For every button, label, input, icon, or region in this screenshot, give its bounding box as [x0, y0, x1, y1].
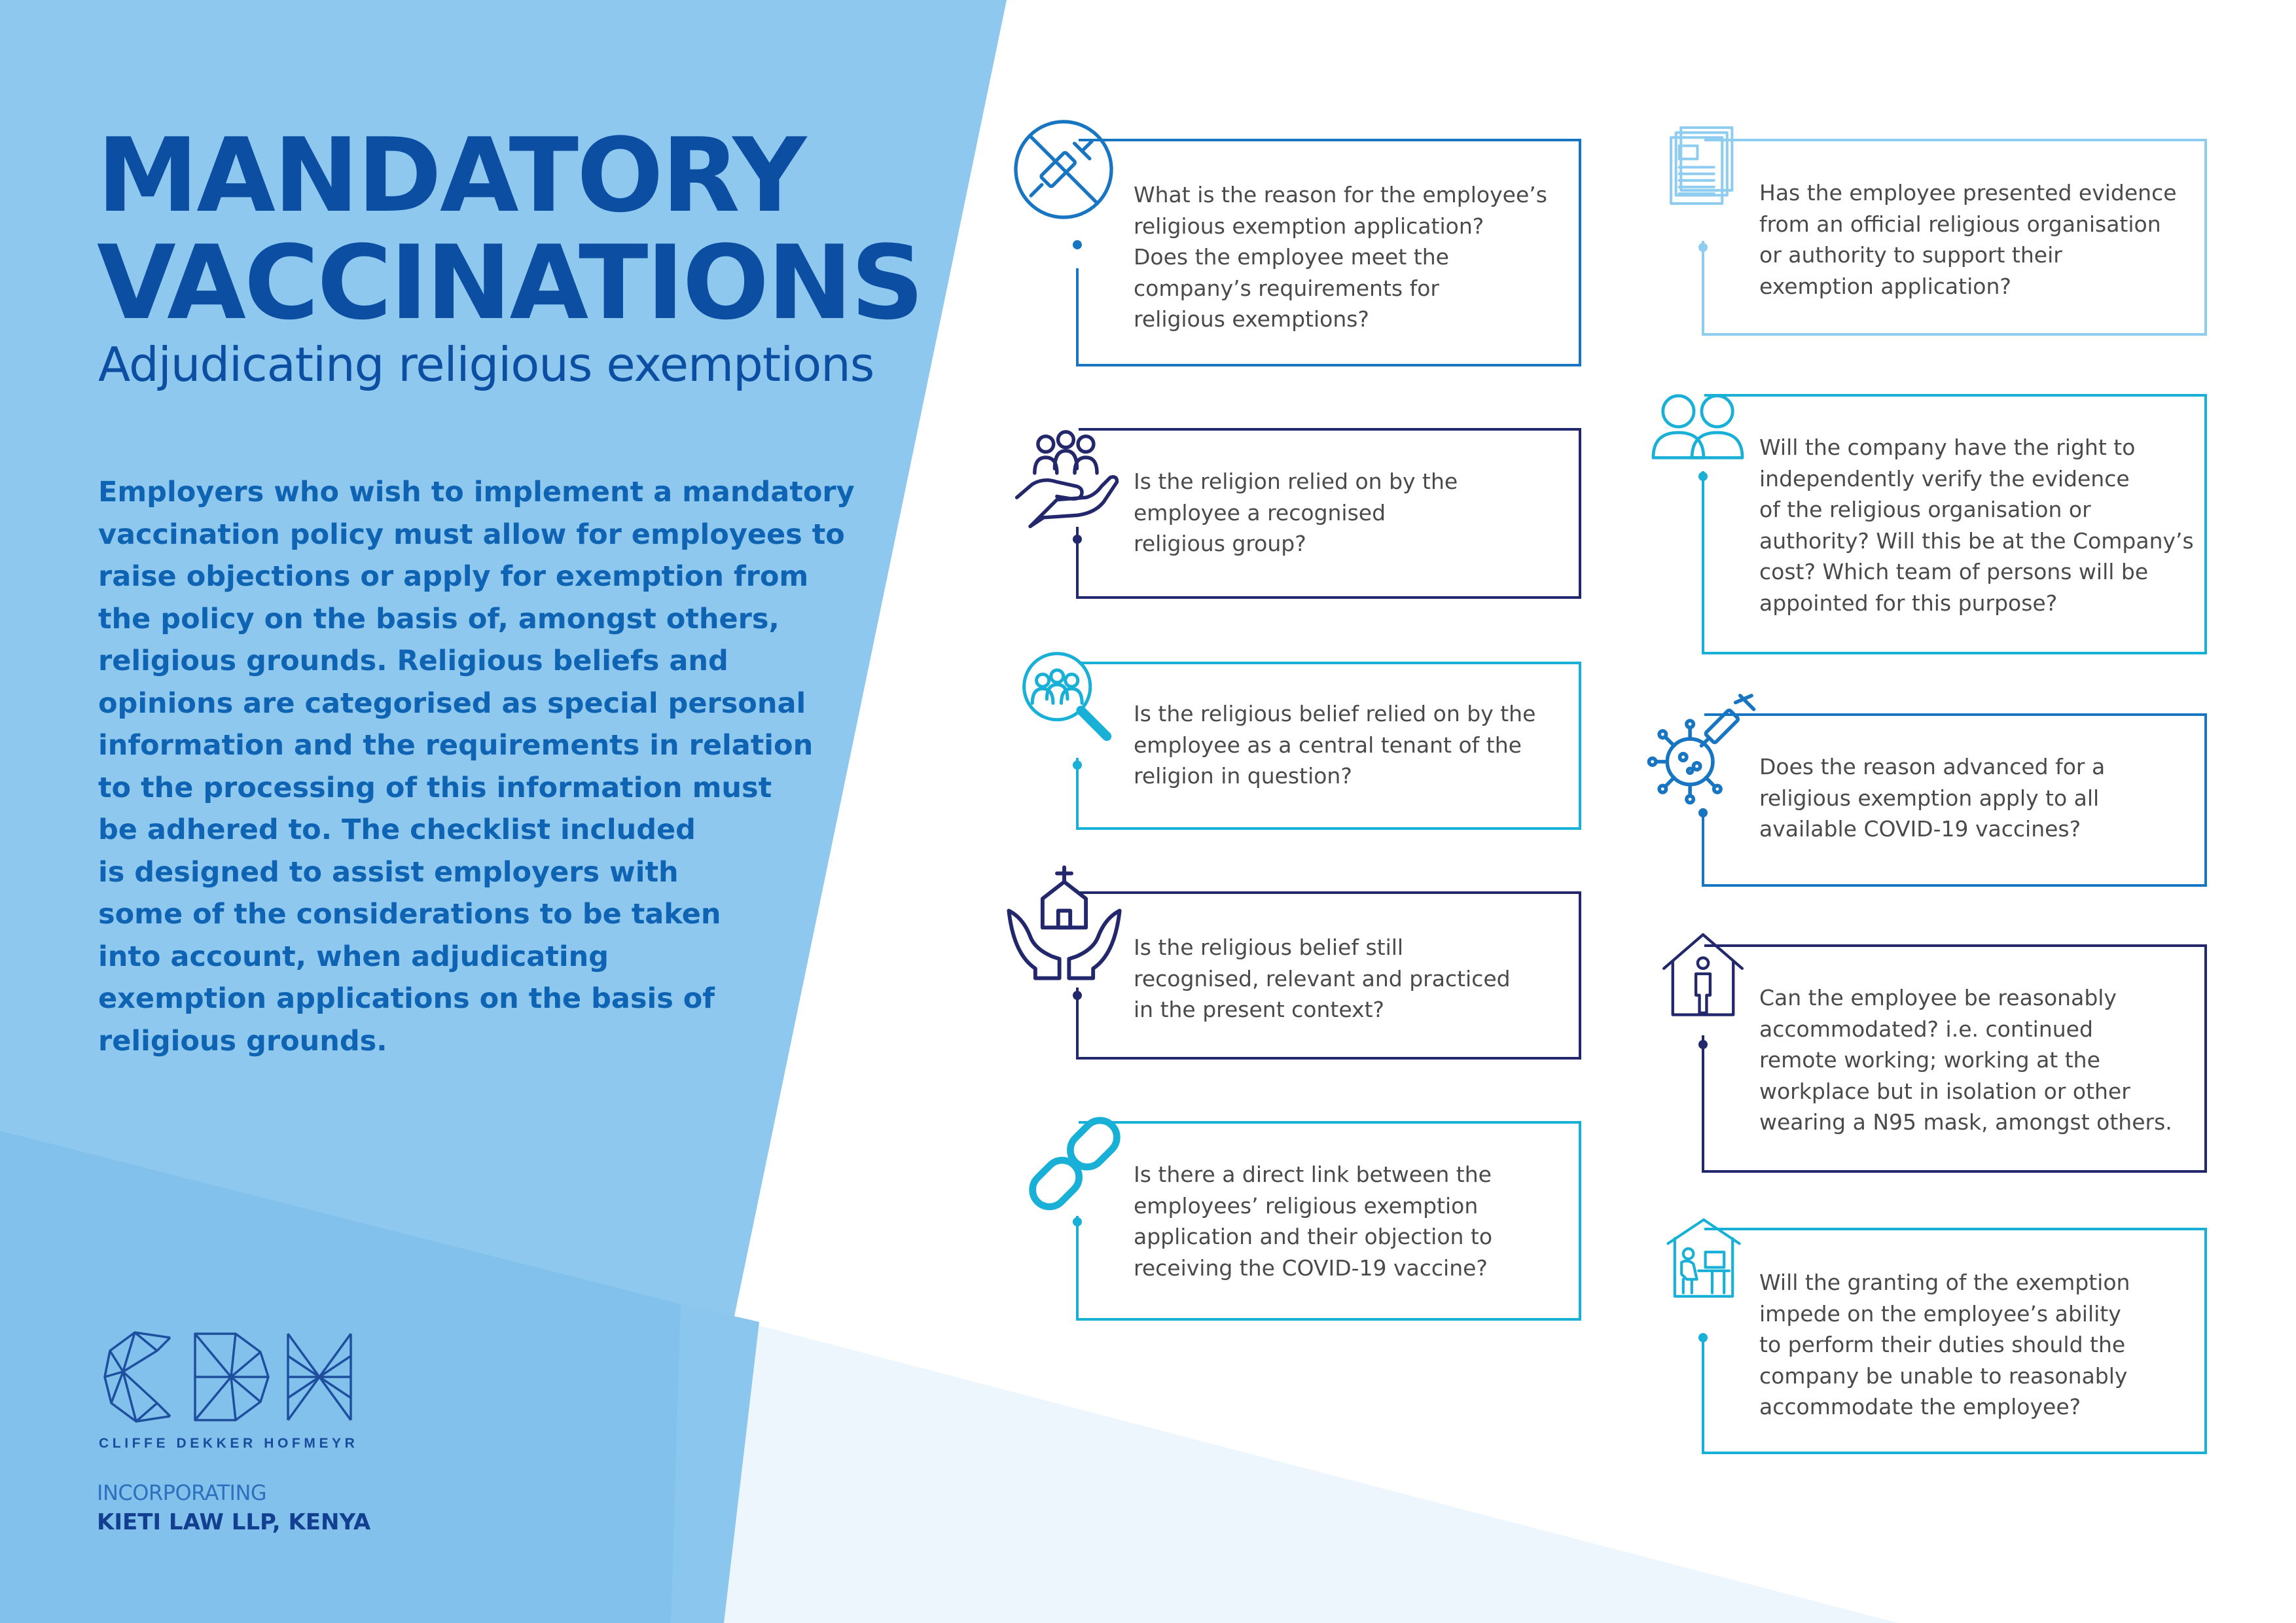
intro-paragraph [98, 471, 855, 1062]
question-line: employee a recognised [1134, 499, 1386, 526]
checklist-card [1704, 1228, 2207, 1454]
question-line: accommodated? i.e. continued [1759, 1016, 2093, 1042]
card-connector-dot [1073, 760, 1082, 770]
virus-syringe-icon [1647, 691, 1761, 805]
card-connector-dot [1073, 240, 1082, 249]
question-line: Has the employee presented evidence [1759, 180, 2177, 205]
question-line: employee as a central tenant of the [1134, 732, 1522, 758]
card-connector-line [1702, 808, 1704, 887]
intro-line: raise objections or apply for exemption from [98, 560, 809, 593]
question-line: cost? Which team of persons will be [1759, 559, 2149, 584]
intro-line: religious grounds. [98, 1024, 387, 1058]
question-line: receiving the COVID-19 vaccine? [1134, 1255, 1488, 1281]
checklist-card [1079, 139, 1581, 366]
question-line: religious exemptions? [1134, 306, 1369, 332]
question-line: Is the religion relied on by the [1134, 469, 1458, 494]
question-line: independently verify the evidence [1759, 465, 2130, 491]
checklist-question [1759, 1267, 2130, 1423]
card-connector-dot [1698, 1040, 1708, 1049]
checklist-question [1134, 466, 1458, 560]
intro-line: some of the considerations to be taken [98, 898, 721, 931]
question-line: recognised, relevant and practiced [1134, 965, 1511, 991]
checklist-card [1704, 713, 2207, 887]
intro-line: exemption applications on the basis of [98, 982, 715, 1015]
group-hand-icon [1008, 424, 1119, 535]
question-line: What is the reason for the employee’s [1134, 182, 1547, 207]
checklist-question [1134, 1159, 1492, 1283]
question-line: wearing a N95 mask, amongst others. [1759, 1109, 2172, 1135]
checklist-card [1704, 944, 2207, 1173]
question-line: remote working; working at the [1759, 1047, 2100, 1073]
question-line: Will the company have the right to [1759, 435, 2136, 460]
intro-line: to the processing of this information must [98, 771, 772, 804]
question-line: religious exemption application? [1134, 213, 1484, 239]
question-line: to perform their duties should the [1759, 1332, 2126, 1357]
question-line: workplace but in isolation or other [1759, 1078, 2130, 1104]
question-line: Is the religious belief still [1134, 935, 1404, 960]
intro-line: religious grounds. Religious beliefs and [98, 645, 728, 677]
question-line: employees’ religious exemption [1134, 1192, 1479, 1219]
intro-line: Employers who wish to implement a mandatory [98, 476, 855, 508]
question-line: impede on the employee’s ability [1759, 1300, 2121, 1327]
checklist-card [1079, 891, 1581, 1060]
intro-line: opinions are categorised as special personal [98, 687, 806, 720]
checklist-card [1704, 139, 2207, 336]
question-line: company be unable to reasonably [1759, 1363, 2128, 1389]
intro-line: is designed to assist employers with [98, 855, 679, 889]
question-line: company’s requirements for [1134, 275, 1439, 301]
chain-link-icon [1025, 1114, 1124, 1213]
checklist-card [1079, 662, 1581, 830]
card-connector-line [1076, 1216, 1079, 1321]
page-title [97, 116, 923, 342]
magnifier-group-icon [1016, 645, 1119, 749]
question-line: of the religious organisation or [1759, 497, 2091, 522]
checklist-card [1079, 1121, 1581, 1321]
cdh-logo [97, 1325, 359, 1455]
question-line: religious group? [1134, 531, 1306, 556]
cdh-monogram-icon [97, 1325, 359, 1429]
checklist-card [1704, 394, 2207, 654]
question-line: Does the reason advanced for a [1759, 754, 2106, 779]
card-connector-line [1702, 241, 1704, 336]
partner-firm-name: KIETI LAW LLP, KENYA [97, 1509, 371, 1535]
question-line: Does the employee meet the [1134, 244, 1449, 270]
card-connector-dot [1073, 1217, 1082, 1226]
question-line: accommodate the employee? [1759, 1394, 2081, 1419]
firm-name: CLIFFE DEKKER HOFMEYR [99, 1436, 359, 1451]
question-line: Is the religious belief relied on by the [1134, 701, 1536, 726]
title-line-1: MANDATORY [97, 116, 805, 235]
checklist-card [1079, 428, 1581, 599]
checklist-question [1134, 932, 1511, 1026]
question-line: appointed for this purpose? [1759, 590, 2058, 616]
question-line: available COVID-19 vaccines? [1759, 816, 2081, 842]
question-line: Will the granting of the exemption [1759, 1270, 2130, 1295]
two-people-icon [1649, 382, 1746, 479]
page-subtitle: Adjudicating religious exemptions [98, 337, 874, 392]
card-connector-line [1702, 1035, 1704, 1173]
checklist-question [1134, 179, 1547, 335]
question-line: religious exemption apply to all [1759, 785, 2100, 811]
checklist-question [1759, 751, 2105, 845]
question-line: in the present context? [1134, 997, 1385, 1022]
intro-line: information and the requirements in relation [98, 729, 814, 762]
question-line: authority? Will this be at the Company’s [1759, 527, 2194, 554]
card-connector-dot [1698, 1333, 1708, 1342]
checklist-question [1759, 432, 2194, 618]
intro-line: into account, when adjudicating [98, 940, 609, 973]
card-connector-line [1076, 268, 1079, 366]
card-connector-line [1702, 1333, 1704, 1454]
checklist-question [1759, 177, 2177, 302]
title-line-2: VACCINATIONS [97, 223, 923, 342]
church-hands-icon [1004, 863, 1124, 983]
card-connector-dot [1073, 535, 1082, 544]
card-connector-dot [1698, 243, 1708, 252]
documents-icon [1661, 124, 1744, 207]
incorporating-label: INCORPORATING [97, 1480, 267, 1505]
intro-line: the policy on the basis of, amongst others, [98, 602, 780, 635]
card-connector-dot [1698, 808, 1708, 817]
person-house-icon [1659, 929, 1748, 1018]
question-line: Is there a direct link between the [1134, 1162, 1492, 1187]
question-line: or authority to support their [1759, 242, 2062, 268]
question-line: from an official religious organisation [1759, 211, 2161, 237]
question-line: exemption application? [1759, 273, 2011, 299]
checklist-question [1759, 982, 2172, 1138]
question-line: application and their objection to [1134, 1224, 1493, 1249]
card-connector-dot [1073, 991, 1082, 1000]
intro-line: be adhered to. The checklist included [98, 813, 696, 846]
intro-line: vaccination policy must allow for employees to [98, 518, 845, 551]
home-office-icon [1661, 1215, 1746, 1300]
no-syringe-icon [1009, 115, 1118, 224]
question-line: religion in question? [1134, 763, 1352, 789]
checklist-question [1134, 698, 1535, 792]
card-connector-line [1702, 471, 1704, 654]
question-line: Can the employee be reasonably [1759, 985, 2117, 1010]
